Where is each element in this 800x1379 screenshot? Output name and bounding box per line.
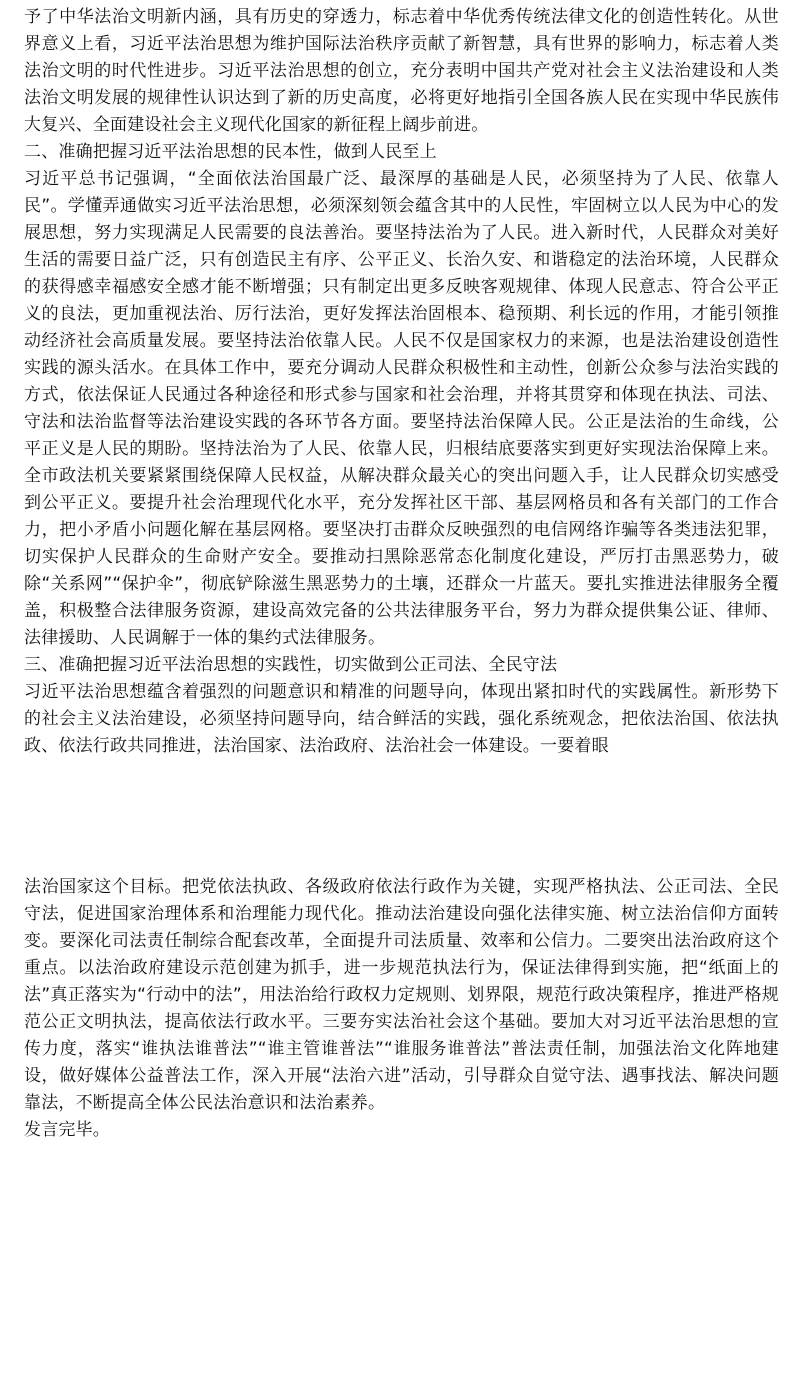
paragraph-rule-of-law-country: 法治国家这个目标。把党依法执政、各级政府依法行政作为关键，实现严格执法、公正司法、全民守法，促进国家治理体系和治理能力现代化。推动法治建设向强化法律实施、树立法治信仰方面转变。要深化司法责任制综合配套改革，全面提升司法质量、效率和公信力。二要突出法治政府这个重点。以法治政府建设示范创建为抓手，进一步规范执法行为，保证法律得到实施，把“纸面上的法”真正落实为“行动中的法”，用法治给行政权力定规则、划界限，规范行政决策程序，推进严格规范公正文明执法，提高依法行政水平。三要夯实法治社会这个基础。要加大对习近平法治思想的宣传力度，落实“谁执法谁普法”“谁主管谁普法”“谁服务谁普法”普法责任制，加强法治文化阵地建设，做好媒体公益普法工作，深入开展“法治六进”活动，引导群众自觉守法、遇事找法、解决问题靠法，不断提高全体公民法治意识和法治素养。 (24, 877, 779, 1113)
paragraph-practice: 习近平法治思想蕴含着强烈的问题意识和精准的问题导向，体现出紧扣时代的实践属性。新形势下的社会主义法治建设，必须坚持问题导向，结合鲜活的实践，强化系统观念，把依法治国、依法执政、依法行政共同推进，法治国家、法治政府、法治社会一体建设。一要着眼 (24, 682, 779, 756)
text-block-top (24, 4, 779, 760)
paragraph-continuation: 予了中华法治文明新内涵，具有历史的穿透力，标志着中华优秀传统法律文化的创造性转化。从世界意义上看，习近平法治思想为维护国际法治秩序贡献了新智慧，具有世界的影响力，标志着人类法治文明的时代性进步。习近平法治思想的创立，充分表明中国共产党对社会主义法治建设和人类法治文明发展的规律性认识达到了新的历史高度，必将更好地指引全国各族人民在实现中华民族伟大复兴、全面建设社会主义现代化国家的新征程上阔步前进。 (24, 7, 779, 135)
section-heading-2: 二、准确把握习近平法治思想的民本性，做到人民至上 (24, 142, 437, 162)
text-block-bottom (24, 874, 779, 1144)
closing-statement: 发言完毕。 (24, 1120, 110, 1140)
section-heading-3: 三、准确把握习近平法治思想的实践性，切实做到公正司法、全民守法 (24, 655, 558, 675)
paragraph-people-centered: 习近平总书记强调，“全面依法治国最广泛、最深厚的基础是人民，必须坚持为了人民、依靠人民”。学懂弄通做实习近平法治思想，必须深刻领会蕴含其中的人民性，牢固树立以人民为中心的发展思想，努力实现满足人民需要的良法善治。要坚持法治为了人民。进入新时代，人民群众对美好生活的需要日益广泛，只有创造民主有序、公平正义、长治久安、和谐稳定的法治环境，人民群众的获得感幸福感安全感才能不断增强；只有制定出更多反映客观规律、体现人民意志、符合公平正义的良法，更加重视法治、厉行法治，更好发挥法治固根本、稳预期、利长远的作用，才能引领推动经济社会高质量发展。要坚持法治依靠人民。人民不仅是国家权力的来源，也是法治建设创造性实践的源头活水。在具体工作中，要充分调动人民群众积极性和主动性，创新公众参与法治实践的方式，依法保证人民通过各种途径和形式参与国家和社会治理，并将其贯穿和体现在执法、司法、守法和法治监督等法治建设实践的各环节各方面。要坚持法治保障人民。公正是法治的生命线，公平正义是人民的期盼。坚持法治为了人民、依靠人民，归根结底要落实到更好实现法治保障上来。全市政法机关要紧紧围绕保障人民权益，从解决群众最关心的突出问题入手，让人民群众切实感受到公平正义。要提升社会治理现代化水平，充分发挥社区干部、基层网格员和各有关部门的工作合力，把小矛盾小问题化解在基层网格。要坚决打击群众反映强烈的电信网络诈骗等各类违法犯罪，切实保护人民群众的生命财产安全。要推动扫黑除恶常态化制度化建设，严厉打击黑恶势力，破除“关系网”“保护伞”，彻底铲除滋生黑恶势力的土壤，还群众一片蓝天。要扎实推进法律服务全覆盖，积极整合法律服务资源，建设高效完备的公共法律服务平台，努力为群众提供集公证、律师、法律援助、人民调解于一体的集约式法律服务。 (24, 169, 779, 648)
